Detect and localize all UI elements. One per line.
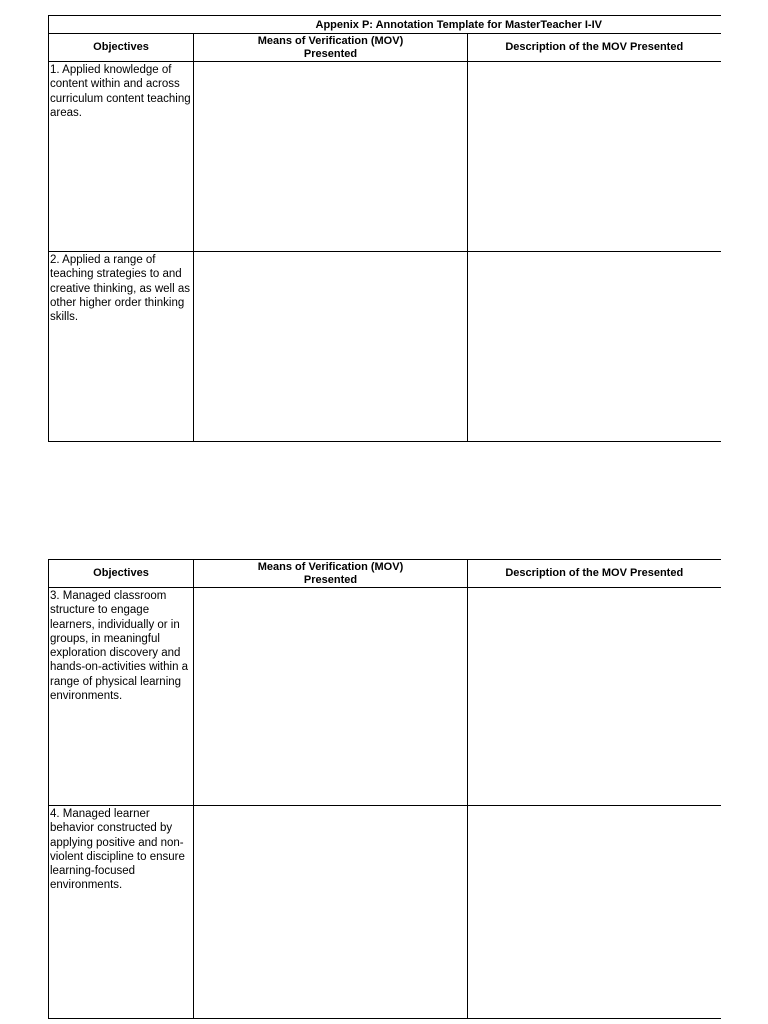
mov-header-line1: Means of Verification (MOV): [257, 34, 404, 47]
header-row: [49, 34, 721, 62]
description-header: Description of the MOV Presented: [468, 560, 721, 588]
document-title: Appenix P: Annotation Template for MasterTeacher I-IV: [49, 16, 721, 34]
title-row: [49, 16, 721, 34]
mov-cell[interactable]: [194, 588, 468, 806]
mov-cell[interactable]: [194, 62, 468, 252]
mov-header-line1: Means of Verification (MOV): [257, 560, 404, 573]
mov-header-line2: Presented: [303, 47, 358, 60]
description-cell[interactable]: [468, 252, 721, 442]
objectives-header: Objectives: [49, 34, 194, 62]
objective-cell: 2. Applied a range of teaching strategies to and creative thinking, as well as other higher order thinking skills.: [49, 252, 194, 442]
annotation-table-1: [48, 15, 721, 442]
mov-cell[interactable]: [194, 252, 468, 442]
mov-header-line2: Presented: [303, 573, 358, 586]
objective-cell: 3. Managed classroom structure to engage learners, individually or in groups, in meaningful exploration discovery and hands-on-activities within a range of physical learning environments.: [49, 588, 194, 806]
table-row: [49, 806, 721, 1019]
annotation-table-2: [48, 559, 721, 1019]
table-row: [49, 588, 721, 806]
objective-cell: 4. Managed learner behavior constructed by applying positive and non-violent discipline to ensure learning-focused environments.: [49, 806, 194, 1019]
objectives-header: Objectives: [49, 560, 194, 588]
table-row: [49, 252, 721, 442]
mov-cell[interactable]: [194, 806, 468, 1019]
objective-cell: 1. Applied knowledge of content within and across curriculum content teaching areas.: [49, 62, 194, 252]
description-cell[interactable]: [468, 588, 721, 806]
description-header: Description of the MOV Presented: [468, 34, 721, 62]
header-row: [49, 560, 721, 588]
description-cell[interactable]: [468, 62, 721, 252]
mov-header: [194, 34, 468, 62]
mov-header: [194, 560, 468, 588]
table-row: [49, 62, 721, 252]
description-cell[interactable]: [468, 806, 721, 1019]
